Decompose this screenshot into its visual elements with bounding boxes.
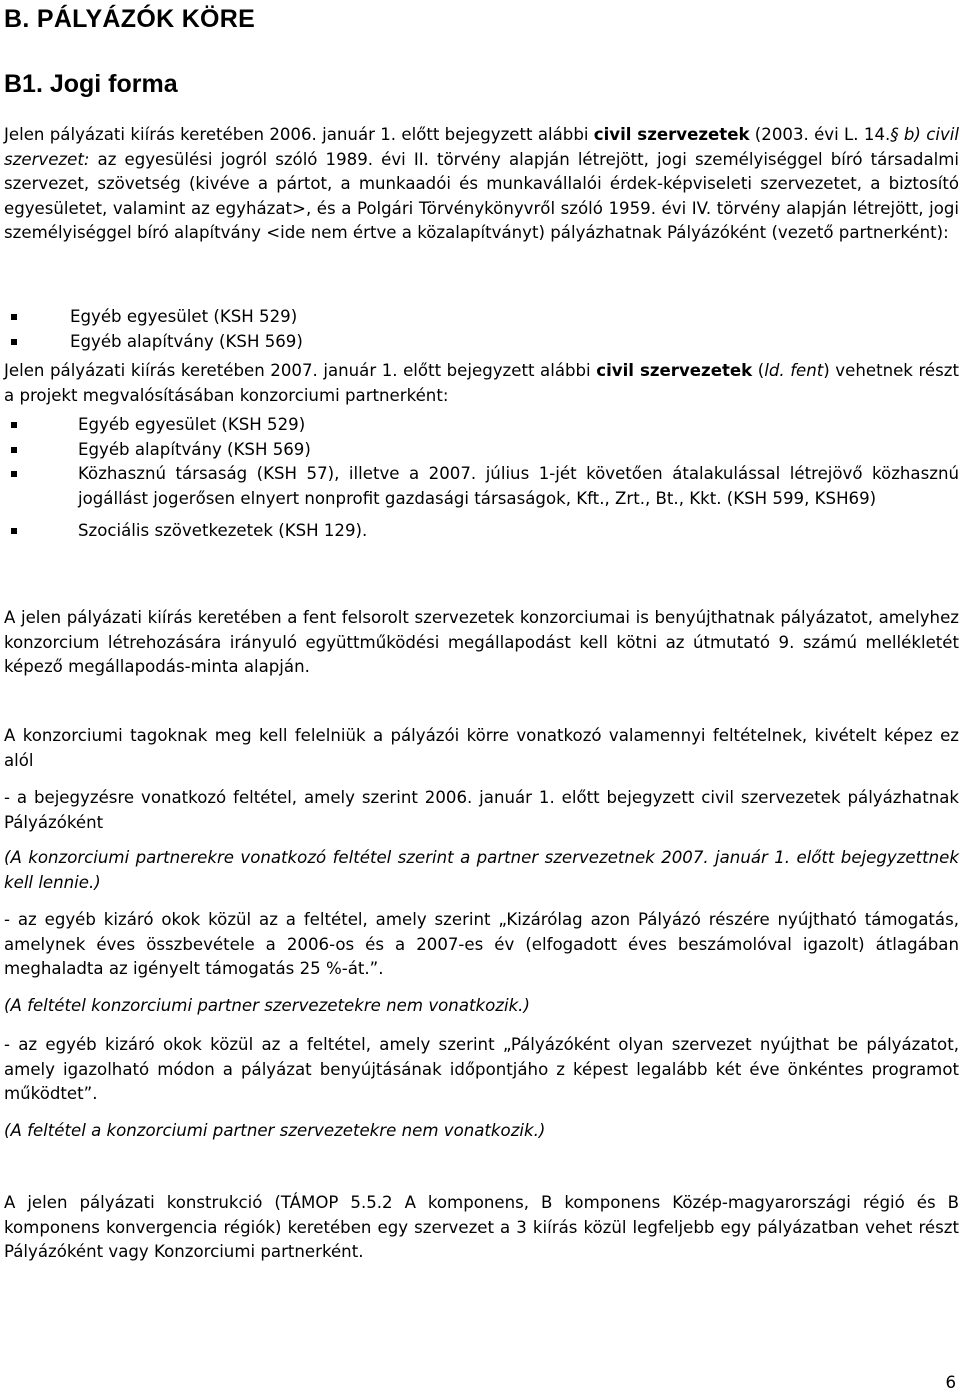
list-partner-types: [4, 413, 959, 544]
italic-reference: ld. fent: [764, 361, 824, 380]
text-run: (: [752, 361, 765, 380]
square-bullet-icon: [11, 447, 17, 453]
list-item: [4, 413, 959, 438]
paragraph-eligible-organisations: [4, 123, 959, 246]
paragraph-volunteer-exception: - az egyéb kizáró okok közül az a feltétel, amely szerint „Pályázóként olyan szervezet nyújthat be pályázatot, amely igazolható módon a pályázat benyújtásának időpontjáho z képest legalább két éve önkéntes programot működtet”.: [4, 1035, 959, 1104]
square-bullet-icon: [11, 339, 17, 345]
emphasis-civil-organisations: civil szervezetek: [593, 125, 750, 144]
square-bullet-icon: [11, 422, 17, 428]
emphasis-civil-organisations: civil szervezetek: [596, 361, 753, 380]
text-run: Jelen pályázati kiírás keretében 2006. január 1. előtt bejegyzett alábbi: [4, 125, 594, 144]
list-item-text: Egyéb alapítvány (KSH 569): [70, 331, 303, 351]
paragraph-single-application-rule: A jelen pályázati konstrukció (TÁMOP 5.5.2 A komponens, B komponens Közép-magyarországi régió és B komponens konvergencia régiók) keretében egy szervezet a 3 kiírás közül legfeljebb egy pályázatban vehet részt Pályázóként vagy Konzorciumi partnerként.: [4, 1193, 959, 1262]
list-item-text: Közhasznú társaság (KSH 57), illetve a 2007. július 1-jét követően átalakulással létrejövő közhasznú jogállást jogerősen elnyert nonprofit gazdasági társaságok, Kft., Zrt., Bt., Kkt. (KSH 599, KSH69): [78, 464, 959, 508]
text-run: az egyesülési jogról szóló 1989. évi II. törvény alapján létrejött, jogi személyiséggel bíró társadalmi szervezet, szövetség (kivéve a pártot, a munkaadói és munkavállalói érdek-képviseleti szervezetet, a biztosító egyesületet, valamint az egyházat>, és a Polgári Törvénykönyvről szóló 1959. évi IV. törvény alapján létrejött, jogi személyiséggel bíró alapítvány <ide nem értve a közalapítványt) pályázhatnak Pályázóként (vezető partnerként):: [4, 149, 959, 243]
paragraph-registration-exception: - a bejegyzésre vonatkozó feltétel, amely szerint 2006. január 1. előtt bejegyzett civil szervezetek pályázhatnak Pályázóként: [4, 788, 959, 832]
paragraph-consortium-partners: [4, 359, 959, 408]
list-applicant-types: [4, 305, 959, 354]
list-item-text: Egyéb egyesület (KSH 529): [70, 307, 298, 326]
italic-definition: § b) civil szervezet:: [4, 125, 959, 169]
text-run: Jelen pályázati kiírás keretében 2007. január 1. előtt bejegyzett alábbi: [4, 361, 597, 380]
section-title: B. PÁLYÁZÓK KÖRE: [4, 5, 256, 33]
list-item-text: Egyéb alapítvány (KSH 569): [78, 439, 311, 459]
text-run: ) vehetnek részt a projekt megvalósításában konzorciumi partnerként:: [4, 361, 959, 405]
note-partner-registration: (A konzorciumi partnerekre vonatkozó feltétel szerint a partner szervezetnek 2007. január 1. előtt bejegyzettnek kell lennie.): [4, 848, 959, 892]
list-item: [4, 438, 959, 463]
paragraph-member-requirements: A konzorciumi tagoknak meg kell felelniük a pályázói körre vonatkozó valamennyi feltételnek, kivételt képez ez alól: [4, 726, 959, 770]
note-revenue-exception: (A feltétel konzorciumi partner szervezetekre nem vonatkozik.): [4, 996, 530, 1015]
square-bullet-icon: [11, 528, 17, 534]
list-item: [4, 305, 959, 330]
square-bullet-icon: [11, 471, 17, 477]
list-item: [4, 519, 959, 544]
list-item-text: Szociális szövetkezetek (KSH 129).: [78, 521, 368, 541]
paragraph-revenue-exception: - az egyéb kizáró okok közül az a feltétel, amely szerint „Kizárólag azon Pályázó részére nyújtható támogatás, amelynek éves összbevétele a 2006-os és a 2007-es év (elfogadott éves beszámolóval igazolt) átlagában meghaladta az igényelt támogatás 25 %-át.”.: [4, 910, 959, 979]
list-item-text: Egyéb egyesület (KSH 529): [78, 415, 306, 434]
square-bullet-icon: [11, 314, 17, 320]
page-number: 6: [945, 1373, 956, 1392]
subsection-title: B1. Jogi forma: [4, 70, 178, 98]
text-run: (2003. évi L. 14.: [749, 125, 891, 144]
list-item: [4, 330, 959, 355]
note-volunteer-exception: (A feltétel a konzorciumi partner szervezetekre nem vonatkozik.): [4, 1121, 546, 1140]
list-item: [4, 462, 959, 511]
paragraph-consortium-applications: A jelen pályázati kiírás keretében a fent felsorolt szervezetek konzorciumai is benyújthatnak pályázatot, amelyhez konzorcium létrehozására irányuló együttműködési megállapodást kell kötni az útmutató 9. számú mellékletét képező megállapodás-minta alapján.: [4, 608, 959, 677]
